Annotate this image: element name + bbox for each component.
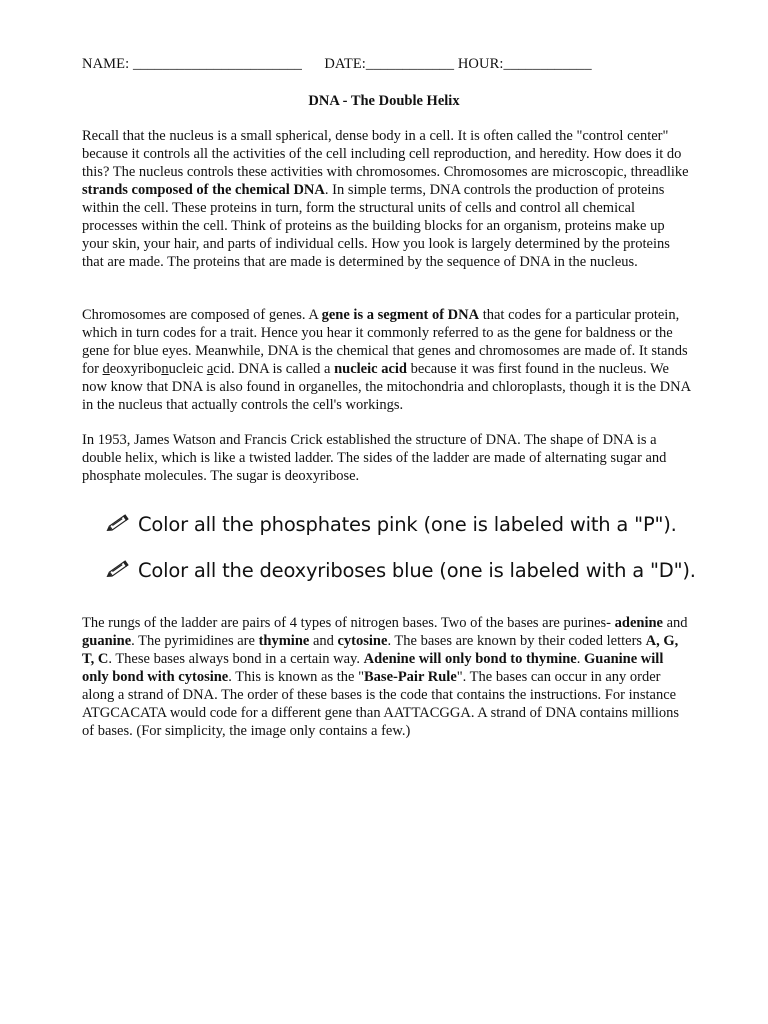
p2-text-i: because it was first found in the nucleus. We now know that DNA is also found in organelles, the mitochondria and chloroplasts, though it is the DNA in the nucleus that actually controls the cell's workings. xyxy=(82,361,691,413)
p4-text-a: The rungs of the ladder are pairs of 4 types of nitrogen bases. Two of the bases are purines- xyxy=(82,615,615,631)
p2-text-f: ucleic xyxy=(168,361,207,377)
instruction-phosphates xyxy=(104,512,677,536)
p4-bold-cytosine: cytosine xyxy=(337,633,388,649)
p2-underline-n: n xyxy=(161,361,169,377)
p2-bold-gene: gene is a segment of DNA xyxy=(321,307,480,323)
p2-underline-a: a xyxy=(206,361,214,377)
p2-underline-d: d xyxy=(102,361,110,377)
p4-bold-base-pair-rule: Base-Pair Rule xyxy=(364,669,457,685)
paragraph-bases xyxy=(82,614,692,740)
p2-bold-nucleic-acid: nucleic acid xyxy=(334,361,407,377)
p4-bold-guanine: guanine xyxy=(82,633,132,649)
page-title: DNA - The Double Helix xyxy=(308,93,460,109)
p2-text-a: Chromosomes are composed of genes. A xyxy=(82,307,322,323)
p4-text-o: . This is known as the " xyxy=(228,669,364,685)
p1-text-c: . In simple terms, DNA controls the production of proteins within the cell. These proteins in turn, form the structural units of cells and control all chemical processes within the cell. Think of proteins as the building blocks for an organism, proteins make up your skin, your hair, and parts of individual cells. How you look is largely determined by the proteins that are made. The proteins that are made is determined by the sequence of DNA in the nucleus. xyxy=(82,182,670,270)
p4-bold-thymine: thymine xyxy=(258,633,310,649)
p4-text-g: and xyxy=(309,633,338,649)
p2-text-c: that codes for a particular protein, which in turn codes for a trait. Hence you hear it commonly referred to as the gene for baldness or the gene for blue eyes. Meanwhile, DNA is the chemical that genes and chromosomes are made of. It stands for xyxy=(82,307,688,377)
p2-text-e: eoxyribo xyxy=(109,361,162,377)
paragraph-watson-crick: In 1953, James Watson and Francis Crick established the structure of DNA. The shape of DNA is a double helix, which is like a twisted ladder. The sides of the ladder are made of alternating sugar and phosphate molecules. The sugar is deoxyribose. xyxy=(82,432,667,484)
p4-text-i: . The bases are known by their coded letters xyxy=(387,633,646,649)
p4-text-e: . The pyrimidines are xyxy=(131,633,259,649)
p4-bold-adenine-rule: Adenine will only bond to thymine xyxy=(363,651,577,667)
p4-bold-letters: A, G, T, C xyxy=(82,633,679,667)
instruction-phosphates-text: Color all the phosphates pink (one is labeled with a "P"). xyxy=(138,513,677,536)
pencil-icon xyxy=(104,558,132,580)
p4-text-c: and xyxy=(662,615,688,631)
p4-text-m: . xyxy=(576,651,584,667)
p2-text-g: cid. DNA is called a xyxy=(213,361,335,377)
p4-text-q: ". The bases can occur in any order along a strand of DNA. The order of these bases is the code that contains the instructions. For instance ATGCACATA would code for a different gene than AATTACGGA. A strand of DNA contains millions of bases. (For simplicity, the image only contains a few.) xyxy=(82,669,680,739)
p4-bold-guanine-rule: Guanine will only bond with cytosine xyxy=(82,651,664,685)
instruction-deoxyriboses xyxy=(104,558,696,582)
p1-text-a: Recall that the nucleus is a small spherical, dense body in a cell. It is often called the "control center" because it controls all the activities of the cell including cell reproduction, and heredity. How does it do this? The nucleus controls these activities with chromosomes. Chromosomes are microscopic, threadlike xyxy=(82,128,689,180)
pencil-icon xyxy=(104,512,132,534)
p4-text-k: . These bases always bond in a certain way. xyxy=(108,651,364,667)
p1-bold-dna: strands composed of the chemical DNA xyxy=(82,182,325,198)
instruction-deoxyriboses-text: Color all the deoxyriboses blue (one is labeled with a "D"). xyxy=(138,559,696,582)
paragraph-nucleus xyxy=(82,127,692,271)
paragraph-genes xyxy=(82,306,692,414)
name-date-hour-header: NAME: _______________________ DATE:____________ HOUR:____________ xyxy=(82,56,592,72)
p4-bold-adenine: adenine xyxy=(614,615,663,631)
